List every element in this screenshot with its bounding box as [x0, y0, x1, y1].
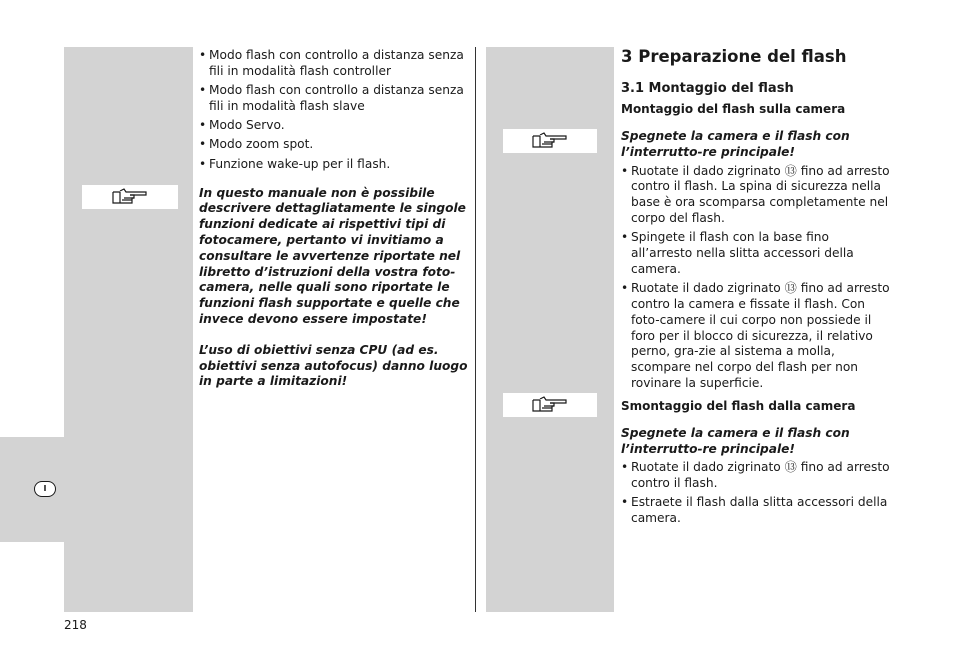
- unmount-steps-list: [621, 460, 891, 527]
- mount-title: Montaggio del flash sulla camera: [621, 102, 846, 116]
- language-tab: I: [34, 481, 56, 497]
- pointing-hand-icon: [110, 187, 150, 207]
- note-icon-box: [82, 185, 178, 209]
- page-number: 218: [64, 618, 87, 632]
- note-icon-box: [503, 129, 597, 153]
- unmount-note: Spegnete la camera e il flash con l’interrutto-re principale!: [621, 425, 850, 456]
- list-item: • Modo zoom spot.: [199, 137, 471, 153]
- pointing-hand-icon: [530, 131, 570, 151]
- list-item: • Ruotate il dado zigrinato ⑬ fino ad arresto contro la camera e fissate il flash. Con foto-camere il cui corpo non possiede il foro per il blocco di sicurezza, il relativo perno, gra-zie al sistema a molla, scompare nel corpo del flash per non rovinare la superficie.: [621, 281, 891, 392]
- left-column: [199, 48, 471, 390]
- list-item: • Ruotate il dado zigrinato ⑬ fino ad arresto contro il flash.: [621, 460, 891, 492]
- list-item: • Modo flash con controllo a distanza senza fili in modalità flash slave: [199, 83, 471, 115]
- list-item: • Ruotate il dado zigrinato ⑬ fino ad arresto contro il flash. La spina di sicurezza nella base è ora scomparsa completamente nel corpo del flash.: [621, 164, 891, 227]
- list-item: • Spingete il flash con la base fino all’arresto nella slitta accessori della camera.: [621, 230, 891, 277]
- subsection-heading: 3.1 Montaggio del flash: [621, 81, 794, 96]
- cpu-lens-note: L’uso di obiettivi senza CPU (ad es. obiettivi senza autofocus) danno luogo in parte a limitazioni!: [199, 342, 468, 389]
- mount-steps-list: [621, 164, 891, 392]
- mount-note: Spegnete la camera e il flash con l’interrutto-re principale!: [621, 129, 850, 159]
- list-item: • Modo flash con controllo a distanza senza fili in modalità flash controller: [199, 48, 471, 80]
- right-column: [621, 46, 891, 531]
- pointing-hand-icon: [530, 395, 570, 415]
- column-divider: [475, 47, 476, 612]
- note-icon-box: [503, 393, 597, 417]
- list-item: • Modo Servo.: [199, 118, 471, 134]
- camera-functions-note: In questo manuale non è possibile descrivere dettagliatamente le singole funzioni dedicate ai rispettivi tipi di fotocamere, pertanto vi invitiamo a consultare le avvertenze riportate nel libretto d’istruzioni della vostra foto-camera, nelle quali sono riportate le funzioni flash supportate e quelle che invece devono essere impostate!: [199, 185, 466, 326]
- left-margin-sidebar: [64, 47, 193, 612]
- section-heading: 3 Preparazione del flash: [621, 47, 847, 66]
- list-item: • Estraete il flash dalla slitta accessori della camera.: [621, 495, 891, 527]
- feature-list: [199, 48, 471, 173]
- list-item: • Funzione wake-up per il flash.: [199, 157, 471, 173]
- unmount-title: Smontaggio del flash dalla camera: [621, 398, 856, 413]
